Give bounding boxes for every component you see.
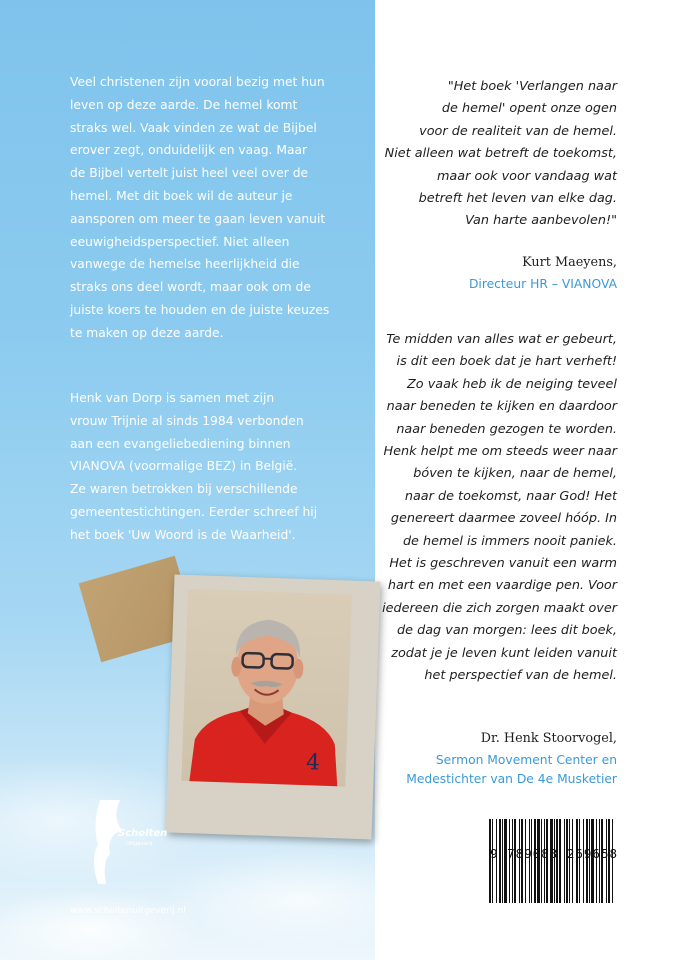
- endorsement-author-2: Dr. Henk Stoorvogel,: [480, 731, 617, 746]
- text-line: maar ook voor vandaag wat: [436, 168, 617, 184]
- barcode-bar: [572, 819, 573, 903]
- text-line: hart en met een vaardige pen. Voor: [387, 578, 617, 594]
- barcode-bar: [566, 819, 568, 903]
- barcode-bar: [509, 819, 510, 903]
- barcode-bar: [559, 819, 561, 903]
- text-line: Henk helpt me om steeds weer naar: [383, 444, 617, 460]
- barcode-bar: [492, 819, 493, 903]
- barcode-bar: [612, 819, 613, 903]
- barcode-bar: [583, 819, 584, 903]
- barcode-bar: [544, 819, 545, 903]
- text-line: genereert daarmee zoveel hóóp. In: [390, 511, 617, 527]
- text-line: hemel. Met dit boek wil de auteur je: [70, 188, 293, 203]
- barcode-bar: [554, 819, 555, 903]
- barcode-bar: [601, 819, 603, 903]
- text-line: Veel christenen zijn vooral bezig met hun: [70, 75, 325, 89]
- barcode-bar: [586, 819, 588, 903]
- text-line: aan een evangeliebediening binnen: [70, 436, 291, 451]
- text-line: eeuwigheidsperspectief. Niet alleen: [70, 234, 290, 249]
- endorsement-role-1: [469, 275, 617, 294]
- barcode-bar: [525, 819, 526, 903]
- barcode-bar: [489, 819, 491, 903]
- text-line: naar beneden gezogen te worden.: [396, 421, 617, 437]
- barcode-bar: [496, 819, 497, 903]
- text-line: aansporen om meer te gaan leven vanuit: [70, 211, 326, 226]
- text-line: voor de realiteit van de hemel.: [419, 123, 617, 139]
- text-line: straks wel. Vaak vinden ze wat de Bijbel: [70, 120, 317, 135]
- text-line: Medestichter van De 4e Musketier: [406, 772, 617, 787]
- barcode-bar: [608, 819, 610, 903]
- text-line: de hemel is immers nooit paniek.: [402, 533, 617, 549]
- text-line: vrouw Trijnie al sinds 1984 verbonden: [70, 413, 304, 428]
- text-line: Henk van Dorp is samen met zijn: [70, 391, 275, 405]
- barcode-bar: [589, 819, 590, 903]
- text-line: is dit een boek dat je hart verheft!: [396, 354, 617, 370]
- text-line: betreft het leven van elke dag.: [418, 191, 617, 207]
- barcode-bar: [512, 819, 513, 903]
- text-line: Zo vaak heb ik de neiging teveel: [407, 376, 617, 392]
- barcode-bar: [521, 819, 523, 903]
- barcode-bar: [564, 819, 565, 903]
- barcode-bar: [576, 819, 578, 903]
- barcode-bar: [596, 819, 597, 903]
- text-line: de Bijbel vertelt juist heel veel over de: [70, 166, 309, 181]
- publisher-logo-text: Scholten: [118, 828, 168, 839]
- barcode-bar: [591, 819, 594, 903]
- publisher-website: www.scholtenuitgeverij.nl: [70, 906, 186, 916]
- barcode-bar: [537, 819, 540, 903]
- text-line: Ze waren betrokken bij verschillende: [70, 482, 298, 497]
- barcode-bar: [569, 819, 570, 903]
- publisher-logo: [92, 800, 168, 884]
- barcode-bar: [529, 819, 530, 903]
- text-line: het boek 'Uw Woord is de Waarheid'.: [70, 527, 296, 542]
- barcode-bar: [541, 819, 542, 903]
- text-line: het perspectief van de hemel.: [424, 668, 617, 684]
- text-line: gemeentestichtingen. Eerder schreef hij: [70, 504, 318, 519]
- barcode-bar: [599, 819, 600, 903]
- text-line: de dag van morgen: lees dit boek,: [397, 623, 617, 639]
- barcode-bar: [534, 819, 536, 903]
- text-line: te maken op deze aarde.: [70, 325, 224, 340]
- text-line: "Het boek 'Verlangen naar: [447, 79, 617, 94]
- text-line: erover zegt, onduidelijk en vaag. Maar: [70, 143, 308, 158]
- text-line: Van harte aanbevolen!": [465, 213, 617, 229]
- text-line: VIANOVA (voormalige BEZ) in België.: [70, 459, 298, 474]
- barcode-bar: [579, 819, 580, 903]
- barcode-bar: [499, 819, 501, 903]
- endorsement-quote-2: [297, 329, 617, 688]
- text-line: naar beneden te kijken en daardoor: [386, 399, 617, 415]
- text-line: Niet alleen wat betreft de toekomst,: [384, 146, 617, 162]
- barcode-bar: [531, 819, 532, 903]
- endorsement-quote-1: [297, 76, 617, 233]
- barcode-bar: [514, 819, 516, 903]
- text-line: juiste koers te houden en de juiste keuzes: [70, 302, 330, 317]
- barcode: [487, 817, 615, 913]
- text-line: bóven te kijken, naar de hemel,: [413, 466, 617, 482]
- text-line: iedereen die zich zorgen maakt over: [382, 600, 617, 616]
- text-line: straks ons deel wordt, maar ook om de: [70, 280, 311, 295]
- isbn-number: 9 789083 269658: [490, 846, 618, 861]
- endorsement-author-1: Kurt Maeyens,: [522, 255, 617, 270]
- barcode-bar: [556, 819, 558, 903]
- barcode-bar: [546, 819, 548, 903]
- text-line: Te midden van alles wat er gebeurt,: [386, 332, 617, 347]
- endorsement-role-2: [406, 751, 617, 790]
- barcode-bar: [519, 819, 520, 903]
- barcode-bar: [606, 819, 607, 903]
- shirt-number: 4: [305, 750, 321, 776]
- text-line: de hemel' opent onze ogen: [441, 101, 617, 117]
- barcode-bar: [502, 819, 503, 903]
- text-line: naar de toekomst, naar God! Het: [404, 488, 617, 504]
- barcode-bar: [550, 819, 553, 903]
- text-line: Sermon Movement Center en: [435, 753, 617, 767]
- publisher-logo-subtext: Uitgeverij: [126, 841, 153, 847]
- text-line: leven op deze aarde. De hemel komt: [70, 97, 298, 112]
- text-line: Directeur HR – VIANOVA: [468, 277, 617, 291]
- barcode-bar: [504, 819, 507, 903]
- text-line: Het is geschreven vanuit een warm: [389, 556, 617, 572]
- text-line: vanwege de hemelse heerlijkheid die: [70, 257, 300, 272]
- text-line: zodat je je leven kunt leiden vanuit: [391, 645, 617, 661]
